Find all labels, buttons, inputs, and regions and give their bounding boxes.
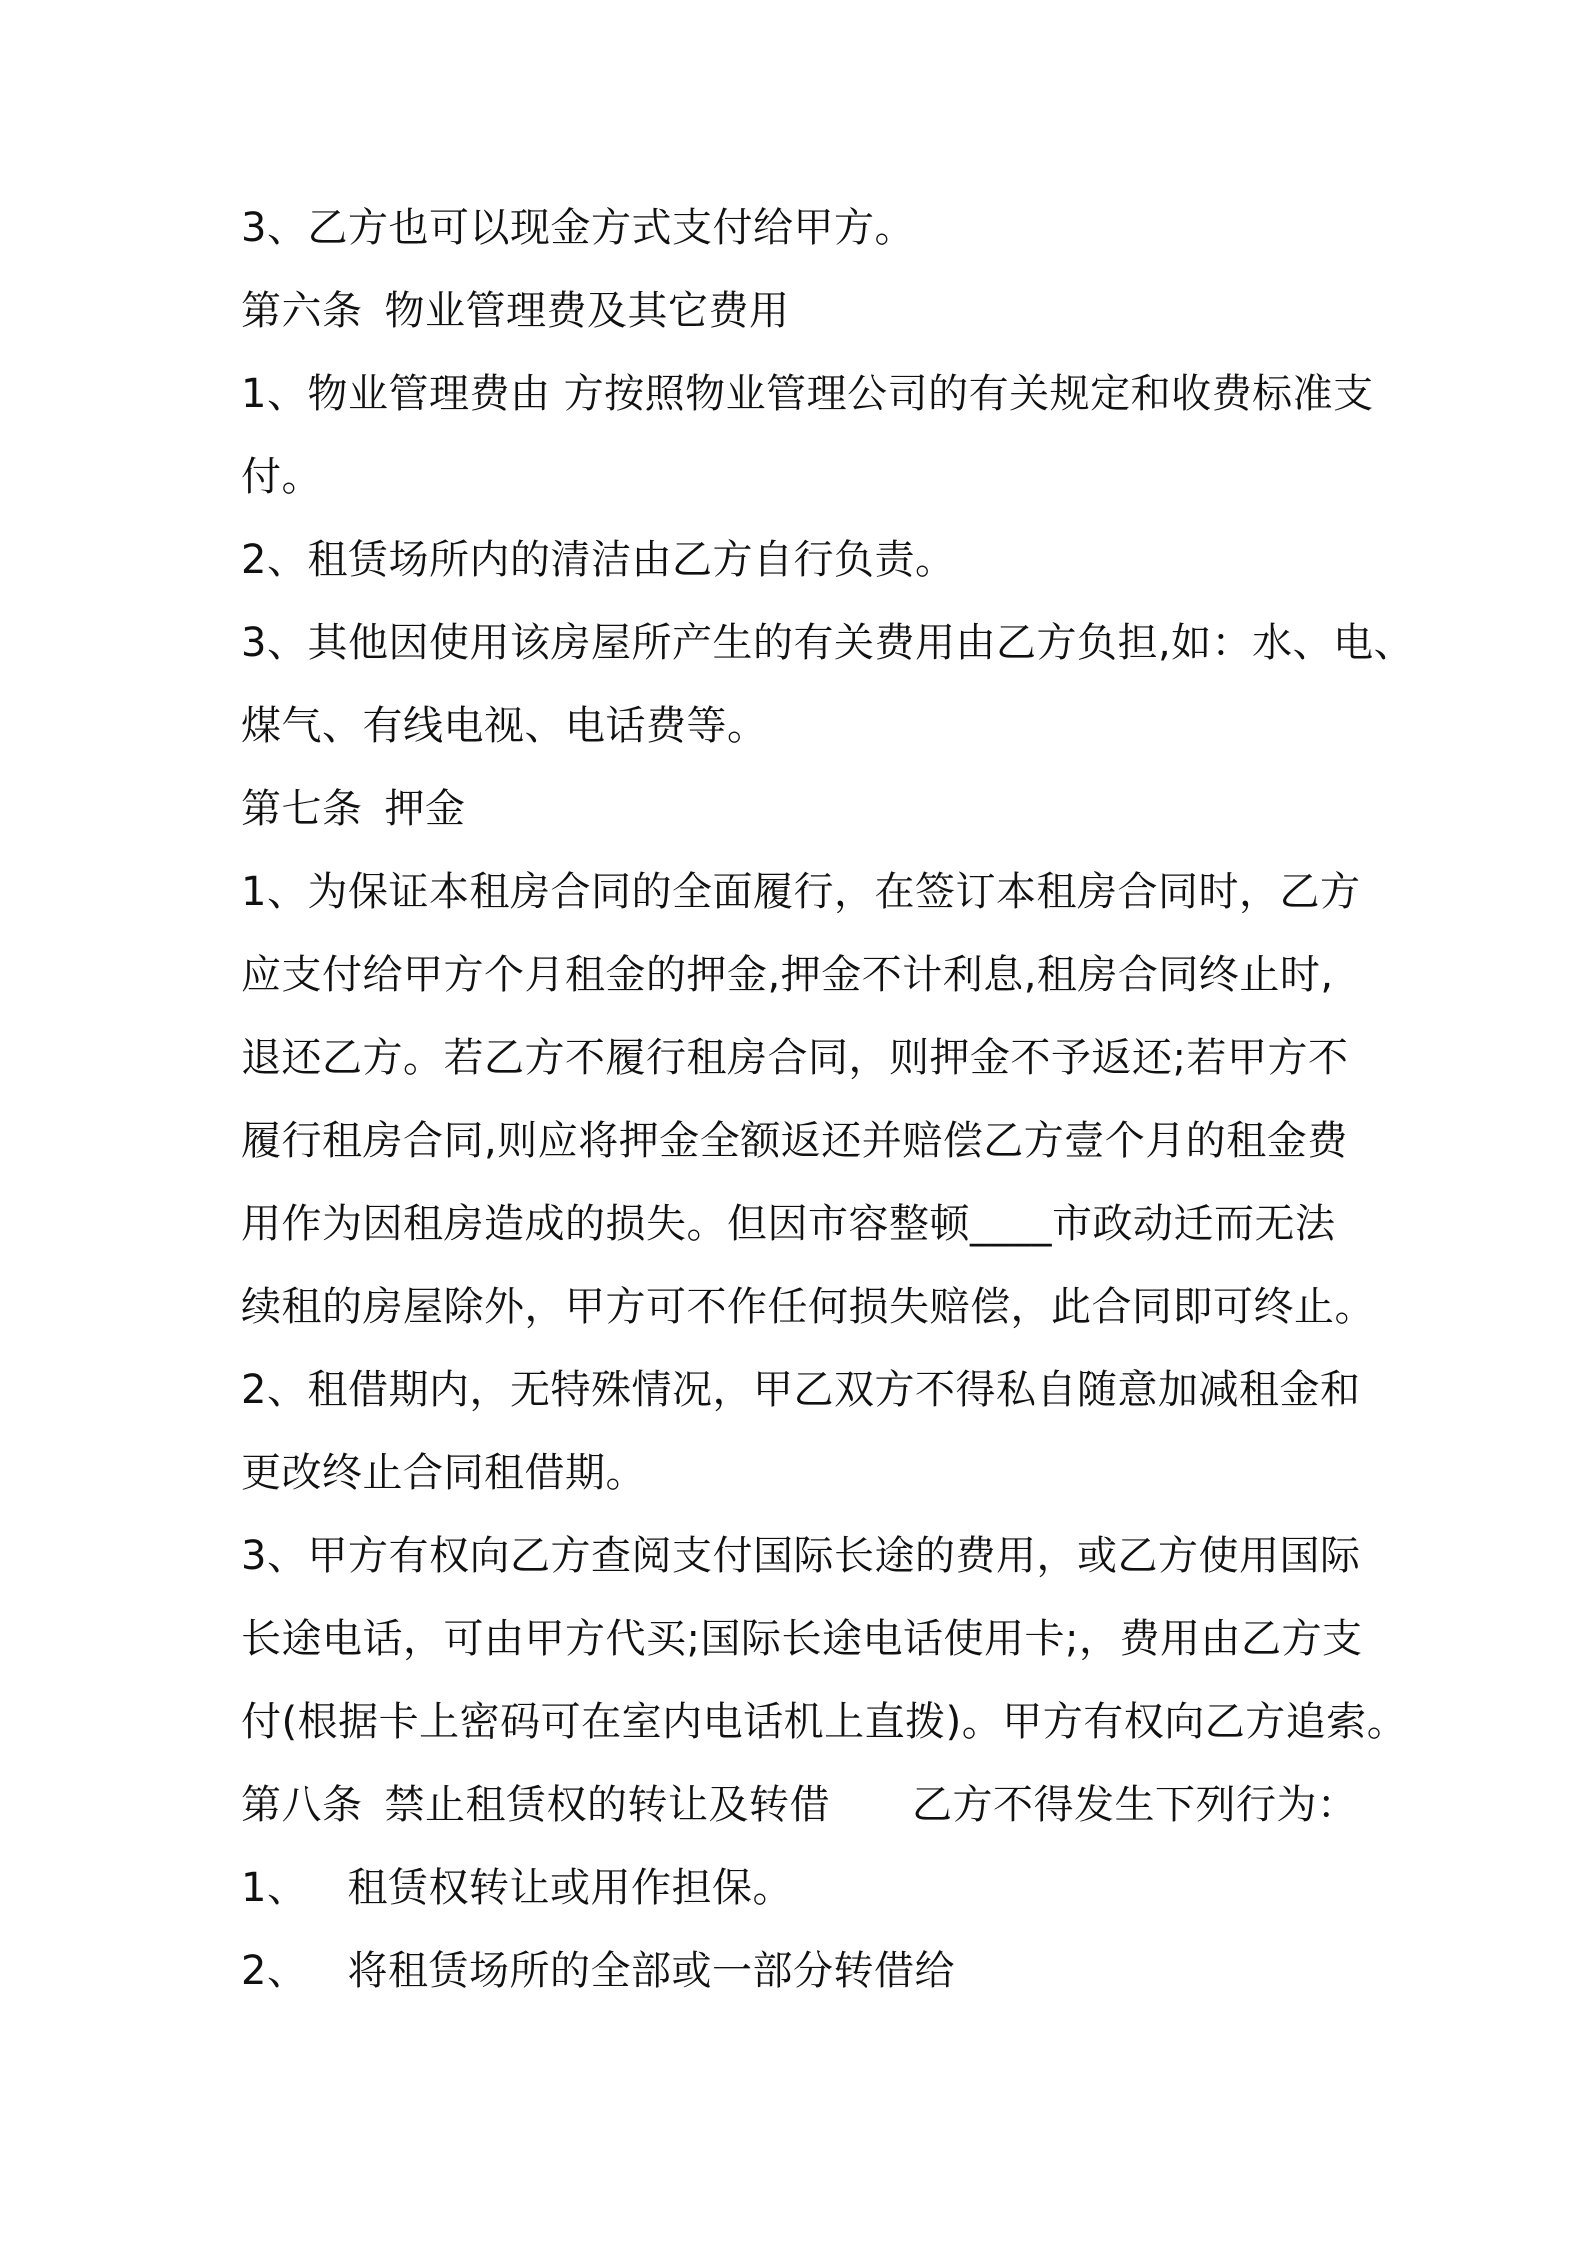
article7-item3-cont1: 长途电话，可由甲方代买;国际长途电话使用卡;，费用由乙方支: [241, 1616, 1363, 1662]
article6-item3: 3、其他因使用该房屋所产生的有关费用由乙方负担,如：水、电、: [241, 620, 1415, 666]
article7-item1: 1、为保证本租房合同的全面履行，在签订本租房合同时，乙方: [241, 869, 1361, 915]
article7-item1-cont4: 用作为因租房造成的损失。但因市容整顿____市政动迁而无法: [241, 1201, 1336, 1247]
article7-item1-cont3: 履行租房合同,则应将押金全额返还并赔偿乙方壹个月的租金费: [241, 1118, 1348, 1164]
article6-title: 物业管理费及其它费用: [384, 288, 790, 334]
article8-item1-number: 1、: [241, 1865, 308, 1911]
article7-title: 押金: [384, 786, 466, 832]
article6-item1: 1、物业管理费由 方按照物业管理公司的有关规定和收费标准支: [241, 371, 1374, 417]
article7-item3-cont2: 付(根据卡上密码可在室内电话机上直拨)。甲方有权向乙方追索。: [241, 1699, 1408, 1745]
article7-item1-cont2: 退还乙方。若乙方不履行租房合同，则押金不予返还;若甲方不: [241, 1035, 1349, 1081]
article8-heading: [241, 1781, 1371, 1829]
article7-item1-cont5: 续租的房屋除外，甲方可不作任何损失赔偿，此合同即可终止。: [241, 1284, 1375, 1330]
article8-item2: [241, 1947, 1371, 1995]
article8-item1: [241, 1864, 1371, 1912]
article7-item2: 2、租借期内，无特殊情况，甲乙双方不得私自随意加减租金和: [241, 1367, 1361, 1413]
article7-item2-cont: 更改终止合同租借期。: [241, 1450, 646, 1496]
article5-item3: 3、乙方也可以现金方式支付给甲方。: [241, 205, 915, 251]
article7-item3: 3、甲方有权向乙方查阅支付国际长途的费用，或乙方使用国际: [241, 1533, 1361, 1579]
article8-item2-number: 2、: [241, 1948, 308, 1994]
article8-item1-text: 租赁权转让或用作担保。: [347, 1865, 793, 1911]
article8-item2-text: 将租赁场所的全部或一部分转借给: [347, 1948, 955, 1994]
article6-heading: [241, 287, 1371, 335]
article6-number: 第六条: [241, 288, 363, 334]
article6-item3-cont: 煤气、有线电视、电话费等。: [241, 703, 768, 749]
article7-number: 第七条: [241, 786, 363, 832]
article8-title: 禁止租赁权的转让及转借: [384, 1782, 830, 1828]
article6-item1-cont: 付。: [241, 454, 322, 500]
article8-number: 第八条: [241, 1782, 363, 1828]
article7-item1-cont1: 应支付给甲方个月租金的押金,押金不计利息,租房合同终止时,: [241, 952, 1334, 998]
article8-lead: 乙方不得发生下列行为：: [912, 1782, 1358, 1828]
article6-item2: 2、租赁场所内的清洁由乙方自行负责。: [241, 537, 956, 583]
article7-heading: [241, 785, 1371, 833]
